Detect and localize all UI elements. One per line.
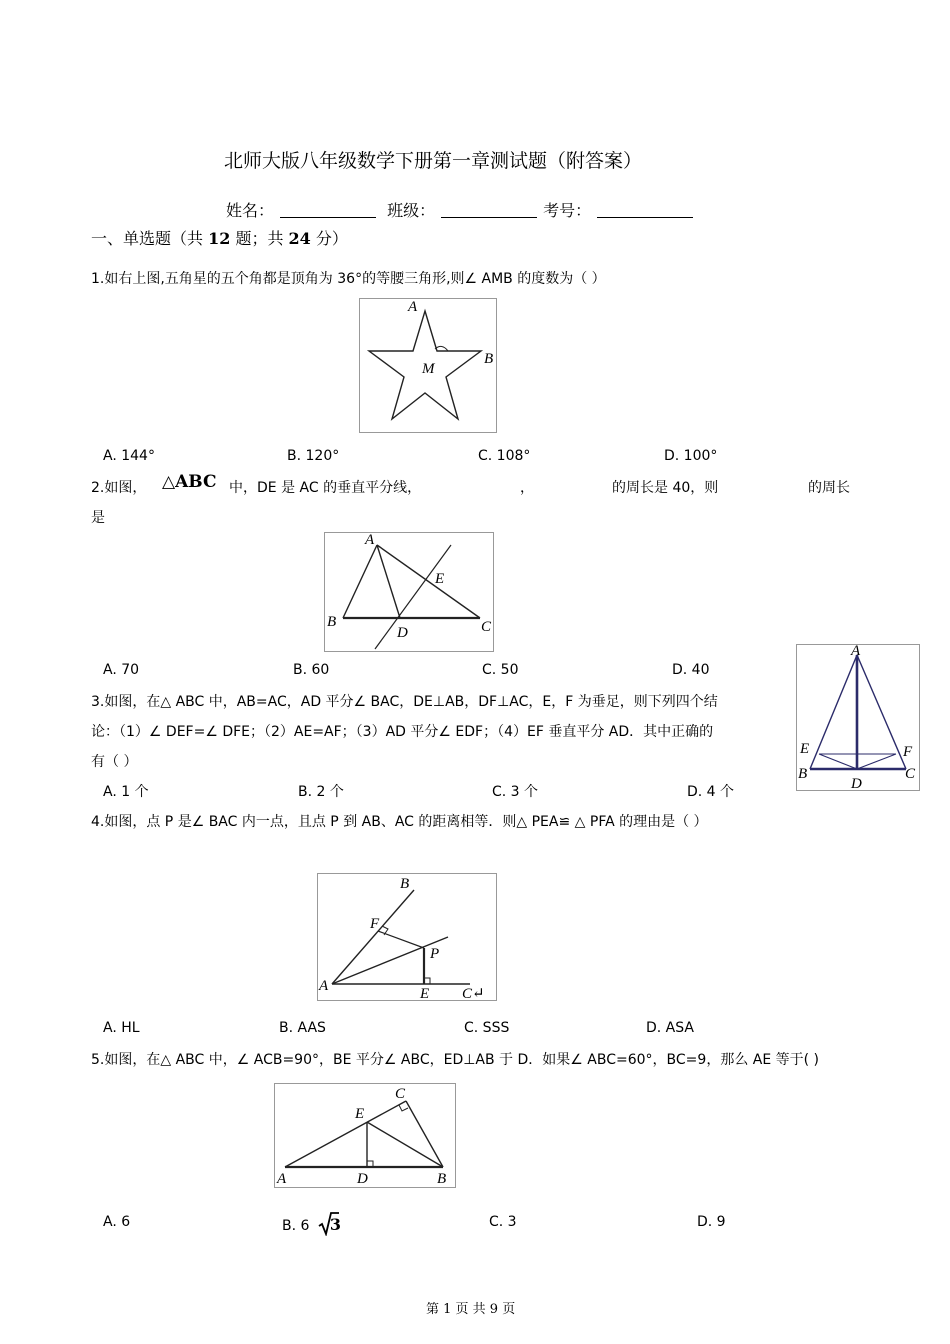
- q2-comma: ，: [520, 480, 534, 496]
- fig2-label-c: C: [481, 619, 492, 635]
- class-blank[interactable]: [441, 201, 537, 218]
- section-title-post: 分）: [310, 229, 348, 248]
- q1-option-a[interactable]: A. 144°: [103, 448, 155, 464]
- question-5-text: 5.如图，在△ ABC 中，∠ ACB=90°，BE 平分∠ ABC，ED⊥AB 于 D．如果∠ ABC=60°，BC=9，那么 AE 等于( ): [91, 1052, 820, 1068]
- question-4-text: 4.如图，点 P 是∠ BAC 内一点，且点 P 到 AB、AC 的距离相等．则△ PEA≌ △ PFA 的理由是（ ）: [91, 814, 708, 830]
- section-title-pre: 一、单选题（共: [91, 229, 209, 248]
- right-triangle-figure: [274, 1083, 456, 1188]
- q5-option-a[interactable]: A. 6: [103, 1214, 131, 1230]
- q2-text-cont: 是: [91, 510, 105, 526]
- number-blank[interactable]: [597, 201, 693, 218]
- question-count: 12: [208, 229, 231, 248]
- fig3-label-e: E: [800, 741, 810, 757]
- triangle-name: ABC: [175, 472, 217, 492]
- q2-text-pre: 2.如图，: [91, 480, 147, 496]
- q4-option-a[interactable]: A. HL: [103, 1020, 140, 1036]
- q1-option-c[interactable]: C. 108°: [478, 448, 531, 464]
- name-blank[interactable]: [280, 201, 376, 218]
- q5-option-b-label: B. 6: [282, 1218, 310, 1234]
- fig4-label-p: P: [430, 946, 440, 962]
- q2-option-a[interactable]: A. 70: [103, 662, 140, 678]
- fig4-label-c: C↵: [462, 986, 485, 1000]
- q5-option-d[interactable]: D. 9: [697, 1214, 726, 1230]
- fig5-label-d: D: [357, 1171, 368, 1187]
- q2-option-b[interactable]: B. 60: [293, 662, 330, 678]
- perpendicular-bisector-figure: [324, 532, 494, 652]
- question-3-line-1: 3.如图，在△ ABC 中，AB=AC，AD 平分∠ BAC，DE⊥AB，DF⊥AC，E，F 为垂足，则下列四个结: [91, 694, 718, 710]
- q2-tail-text: 的周长: [808, 480, 850, 496]
- student-info-line: [226, 198, 699, 221]
- fig2-label-b: B: [327, 614, 337, 630]
- q2-text-mid: 中，DE 是 AC 的垂直平分线，: [229, 480, 422, 496]
- question-3-line-3: 有（ ）: [91, 754, 138, 770]
- question-1-text: 1.如右上图,五角星的五个角都是顶角为 36°的等腰三角形,则∠ AMB 的度数为（ ）: [91, 271, 606, 287]
- q2-triangle-abc: [162, 472, 216, 492]
- star-figure: [359, 298, 497, 433]
- name-label: 姓名：: [226, 201, 275, 220]
- fig4-label-f: F: [370, 916, 380, 932]
- isosceles-bisector-figure: [796, 644, 920, 791]
- fig5-label-b: B: [437, 1171, 447, 1187]
- fig4-label-b: B: [400, 876, 410, 892]
- fig3-label-b: B: [798, 766, 808, 782]
- fig3-label-d: D: [851, 776, 862, 790]
- fig5-label-e: E: [355, 1106, 365, 1122]
- q5-option-c[interactable]: C. 3: [489, 1214, 517, 1230]
- q1-option-d[interactable]: D. 100°: [664, 448, 718, 464]
- fig2-label-a: A: [365, 533, 375, 548]
- q3-option-d[interactable]: D. 4 个: [687, 784, 735, 800]
- page-footer: 第 1 页 共 9 页: [426, 1302, 516, 1317]
- q3-option-a[interactable]: A. 1 个: [103, 784, 149, 800]
- q4-option-c[interactable]: C. SSS: [464, 1020, 510, 1036]
- question-2-text: [91, 477, 146, 497]
- q5-option-b[interactable]: [282, 1214, 340, 1236]
- q2-perimeter-text: 的周长是 40，则: [612, 480, 719, 496]
- fig4-label-a: A: [319, 978, 329, 994]
- number-label: 考号：: [543, 201, 592, 220]
- star-label-m: M: [422, 361, 435, 377]
- fig2-label-e: E: [435, 571, 445, 587]
- fig3-label-f: F: [903, 744, 913, 760]
- angle-bisector-figure: [317, 873, 497, 1001]
- q4-option-b[interactable]: B. AAS: [279, 1020, 326, 1036]
- q3-option-c[interactable]: C. 3 个: [492, 784, 539, 800]
- star-label-a: A: [408, 299, 418, 315]
- radicand: 3: [329, 1215, 342, 1234]
- class-label: 班级：: [387, 201, 436, 220]
- triangle-symbol: △: [162, 472, 176, 492]
- radical-sign-icon: [318, 1214, 340, 1236]
- section-heading: [91, 226, 348, 249]
- question-3-line-2: 论：（1）∠ DEF=∠ DFE；（2）AE=AF；（3）AD 平分∠ EDF；（4）EF 垂直平分 AD．其中正确的: [91, 724, 714, 740]
- total-points: 24: [288, 229, 311, 248]
- q4-option-d[interactable]: D. ASA: [646, 1020, 694, 1036]
- q3-option-b[interactable]: B. 2 个: [298, 784, 344, 800]
- fig3-label-a: A: [851, 645, 861, 659]
- page-title: 北师大版八年级数学下册第一章测试题（附答案）: [224, 150, 643, 172]
- fig5-label-a: A: [277, 1171, 287, 1187]
- fig5-label-c: C: [395, 1086, 406, 1102]
- q2-option-d[interactable]: D. 40: [672, 662, 710, 678]
- star-label-b: B: [484, 351, 494, 367]
- fig2-label-d: D: [397, 625, 408, 641]
- fig4-label-e: E: [420, 986, 430, 1000]
- q2-option-c[interactable]: C. 50: [482, 662, 519, 678]
- q1-option-b[interactable]: B. 120°: [287, 448, 340, 464]
- section-title-mid: 题；共: [230, 229, 289, 248]
- fig3-label-c: C: [905, 766, 916, 782]
